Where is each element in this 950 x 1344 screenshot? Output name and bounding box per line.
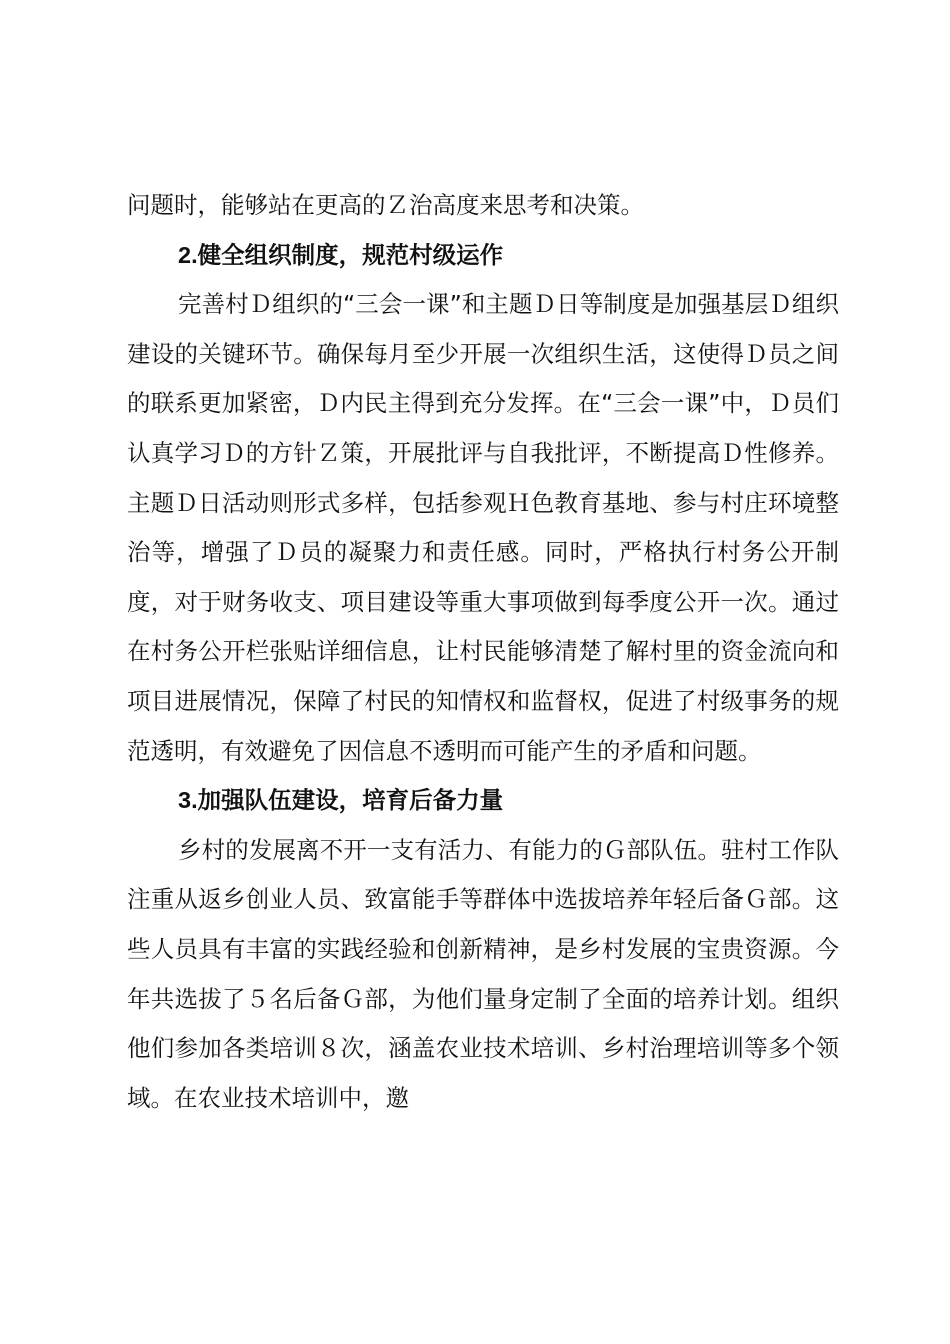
document-body <box>127 181 839 1123</box>
section-heading-2: 2.健全组织制度，规范村级运作 <box>178 241 504 268</box>
section-heading-3: 3.加强队伍建设，培育后备力量 <box>178 787 504 814</box>
paragraph-organization-system: 完善村Ｄ组织的“三会一课”和主题Ｄ日等制度是加强基层Ｄ组织建设的关键环节。确保每月至少开展一次组织生活，这使得Ｄ员之间的联系更加紧密，Ｄ内民主得到充分发挥。在“三会一课”中，Ｄ员们认真学习Ｄ的方针Ｚ策，开展批评与自我批评，不断提高Ｄ性修养。主题Ｄ日活动则形式多样，包括参观Ｈ色教育基地、参与村庄环境整治等，增强了Ｄ员的凝聚力和责任感。同时，严格执行村务公开制度，对于财务收支、项目建设等重大事项做到每季度公开一次。通过在村务公开栏张贴详细信息，让村民能够清楚了解村里的资金流向和项目进展情况，保障了村民的知情权和监督权，促进了村级事务的规范透明，有效避免了因信息不透明而可能产生的矛盾和问题。 <box>127 290 839 765</box>
paragraph-team-building: 乡村的发展离不开一支有活力、有能力的Ｇ部队伍。驻村工作队注重从返乡创业人员、致富能手等群体中选拔培养年轻后备Ｇ部。这些人员具有丰富的实践经验和创新精神，是乡村发展的宝贵资源。今年共选拔了５名后备Ｇ部，为他们量身定制了全面的培养计划。组织他们参加各类培训８次，涵盖农业技术培训、乡村治理培训等多个领域。在农业技术培训中，邀 <box>127 835 839 1112</box>
paragraph-continuation: 问题时，能够站在更高的Ｚ治高度来思考和决策。 <box>127 191 644 219</box>
